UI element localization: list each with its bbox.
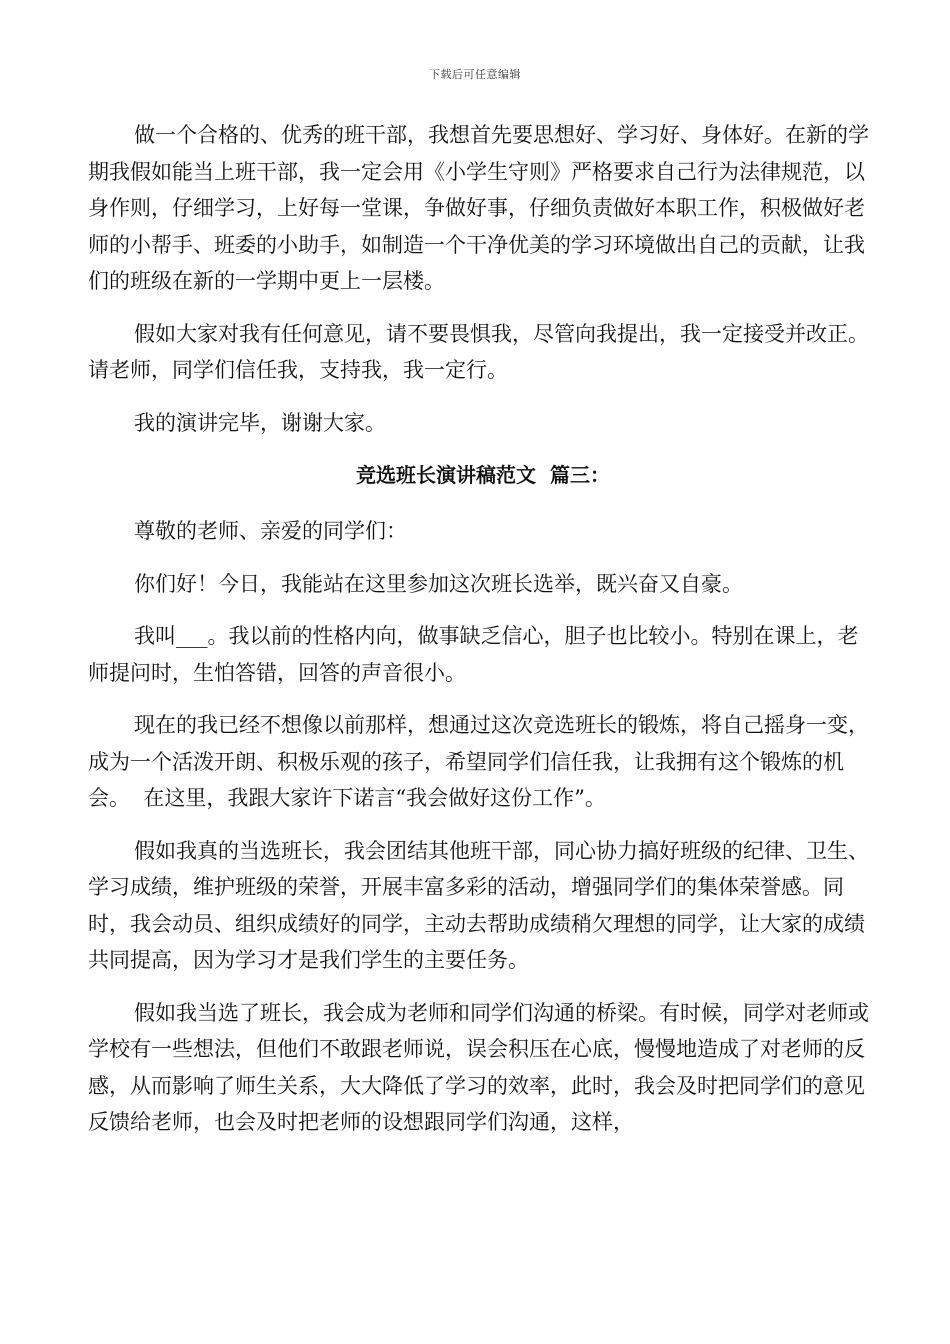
document-body <box>88 117 878 1157</box>
section-heading: 竞选班长演讲稿范文 篇三： <box>356 463 610 487</box>
paragraph: 做一个合格的、优秀的班干部，我想首先要思想好、学习好、身体好。在新的学期我假如能当上班干部，我一定会用《小学生守则》严格要求自己行为法律规范，以身作则，仔细学习，上好每一堂课，争做好事，仔细负责做好本职工作，积极做好老师的小帮手、班委的小助手，如制造一个干净优美的学习环境做出自己的贡献，让我们的班级在新的一学期中更上一层楼。 <box>88 123 869 293</box>
paragraph: 假如大家对我有任何意见，请不要畏惧我，尽管向我提出，我一定接受并改正。请老师，同学们信任我，支持我，我一定行。 <box>88 321 869 382</box>
paragraph: 假如我当选了班长，我会成为老师和同学们沟通的桥梁。有时候，同学对老师或学校有一些想法，但他们不敢跟老师说，误会积压在心底，慢慢地造成了对老师的反感，从而影响了师生关系，大大降低了学习的效率，此时，我会及时把同学们的意见反馈给老师，也会及时把老师的设想跟同学们沟通，这样， <box>88 1000 869 1134</box>
paragraph: 我叫___。我以前的性格内向，做事缺乏信心，胆子也比较小。特别在课上，老师提问时，生怕答错，回答的声音很小。 <box>88 624 859 685</box>
paragraph: 现在的我已经不想像以前那样，想通过这次竞选班长的锻炼，将自己摇身一变，成为一个活泼开朗、积极乐观的孩子，希望同学们信任我，让我拥有这个锻炼的机会。 在这里，我跟大家许下诺言“我会做好这份工作”。 <box>88 713 869 810</box>
paragraph: 尊敬的老师、亲爱的同学们： <box>134 519 407 543</box>
paragraph: 假如我真的当选班长，我会团结其他班干部，同心协力搞好班级的纪律、卫生、学习成绩，维护班级的荣誉，开展丰富多彩的活动，增强同学们的集体荣誉感。同时，我会动员、组织成绩好的同学，主动去帮助成绩稍欠理想的同学，让大家的成绩共同提高，因为学习才是我们学生的主要任务。 <box>88 838 869 972</box>
paragraph: 我的演讲完毕，谢谢大家。 <box>134 410 386 435</box>
page-header-note: 下载后可任意编辑 <box>429 68 521 81</box>
paragraph: 你们好！今日，我能站在这里参加这次班长选举，既兴奋又自豪。 <box>134 571 743 596</box>
